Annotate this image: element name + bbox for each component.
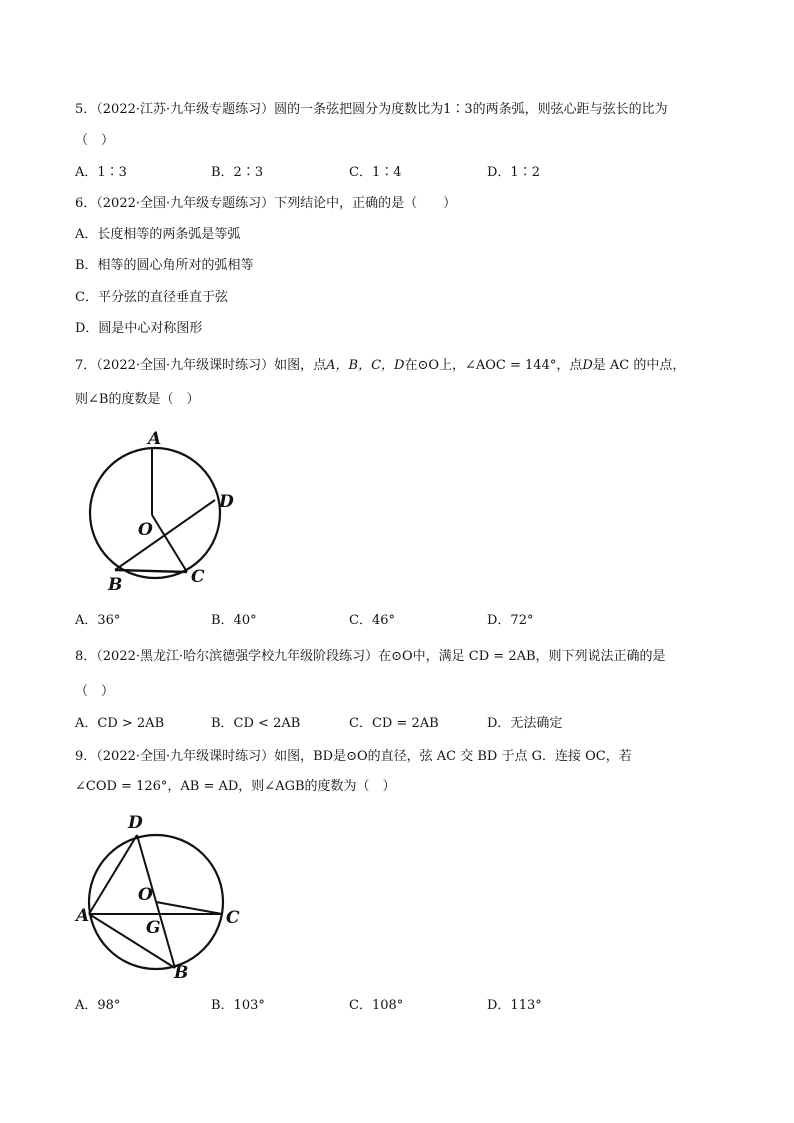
q9-label-a: A (76, 906, 90, 926)
q9-stem-line2: ∠COD = 126°，AB = AD，则∠AGB的度数为（ ） (75, 779, 396, 794)
q7-figure (78, 430, 248, 600)
q8-stem: 8．（2022·黑龙江·哈尔滨德强学校九年级阶段练习）在⊙O中，满足 CD = 2AB，则下列说法正确的是 (75, 649, 666, 664)
q5-paren: （ ） (75, 133, 115, 148)
q7-label-b: B (108, 575, 123, 595)
q8-option-d[interactable]: D．无法确定 (487, 716, 563, 731)
q9-stem-line1: 9．（2022·全国·九年级课时练习）如图，BD是⊙O的直径，弦 AC 交 BD 于点 G．连接 OC，若 (75, 749, 632, 764)
q5-option-a[interactable]: A．1∶3 (75, 165, 127, 180)
q6-option-a[interactable]: A．长度相等的两条弧是等弧 (75, 227, 241, 242)
q8-paren: （ ） (75, 684, 115, 699)
q7-label-d: D (219, 492, 234, 512)
q7-stem-line2: 则∠B的度数是（ ） (75, 392, 200, 407)
q7-option-a[interactable]: A．36° (75, 613, 121, 628)
q7-option-c[interactable]: C．46° (349, 613, 395, 628)
q9-label-c: C (226, 908, 240, 928)
q8-option-a[interactable]: A．CD > 2AB (75, 716, 165, 731)
q9-label-d: D (128, 813, 143, 833)
q8-option-c[interactable]: C．CD = 2AB (349, 716, 439, 731)
q5-option-d[interactable]: D．1∶2 (487, 165, 540, 180)
q9-segment-ad (89, 835, 137, 914)
q7-stem-line1: 7．（2022·全国·九年级课时练习）如图，点A，B，C，D在⊙O上，∠AOC = 144°，点D是 AC 的中点， (75, 358, 686, 373)
q7-label-a: A (148, 430, 162, 449)
q9-segment-oc (156, 902, 222, 914)
q7-label-o: O (138, 520, 153, 540)
q6-option-c[interactable]: C．平分弦的直径垂直于弦 (75, 290, 228, 305)
q6-stem: 6．（2022·全国·九年级专题练习）下列结论中，正确的是（ ） (75, 196, 457, 211)
q9-option-a[interactable]: A．98° (75, 998, 121, 1013)
q7-option-d[interactable]: D．72° (487, 613, 534, 628)
q5-stem: 5．（2022·江苏·九年级专题练习）圆的一条弦把圆分为度数比为1∶3的两条弧，则弦心距与弦长的比为 (75, 102, 668, 117)
q5-option-b[interactable]: B．2∶3 (211, 165, 264, 180)
q9-option-d[interactable]: D．113° (487, 998, 542, 1013)
q5-option-c[interactable]: C．1∶4 (349, 165, 402, 180)
q9-option-c[interactable]: C．108° (349, 998, 404, 1013)
q9-label-g: G (146, 918, 161, 938)
q6-option-d[interactable]: D．圆是中心对称图形 (75, 321, 203, 336)
q8-option-b[interactable]: B．CD < 2AB (211, 716, 301, 731)
q7-circle (90, 448, 220, 578)
q9-label-o: O (138, 885, 153, 905)
q7-option-b[interactable]: B．40° (211, 613, 257, 628)
q9-option-b[interactable]: B．103° (211, 998, 265, 1013)
q9-label-b: B (174, 963, 189, 983)
q9-figure (72, 808, 252, 983)
q7-label-c: C (191, 567, 205, 587)
q6-option-b[interactable]: B．相等的圆心角所对的弧相等 (75, 258, 254, 273)
